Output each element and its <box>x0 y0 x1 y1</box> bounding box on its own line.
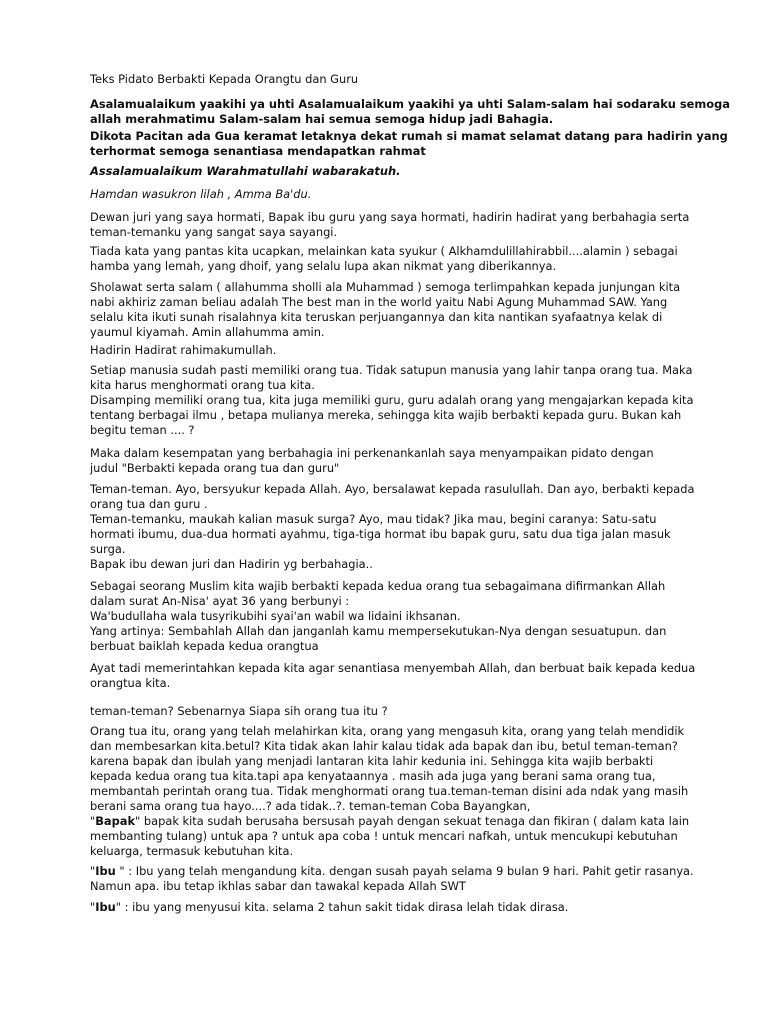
text-line: Orang tua itu, orang yang telah melahirkan kita, orang yang mengasuh kita, orang yang telah mendidik <box>90 724 685 738</box>
text-line: kita harus menghormati orang tua kita. <box>90 378 315 392</box>
ibu-menyusui-paragraph <box>90 900 690 915</box>
ibu-mengandung-paragraph <box>90 864 694 894</box>
text-line: Wa'budullaha wala tusyrikubihi syai'an wabil wa lidaini ikhsanan. <box>90 609 461 623</box>
greeting-paragraph <box>90 97 730 127</box>
text-line: nabi akhiriz zaman beliau adalah The best man in the world yaitu Nabi Agung Muhammad SAW. Yang <box>90 295 668 309</box>
open-quote: " <box>90 864 96 878</box>
siapa-paragraph: teman-teman? Sebenarnya Siapa sih orang tua itu ? <box>90 704 388 718</box>
bapak-ibu-paragraph: Bapak ibu dewan juri dan Hadirin yg berbahagia.. <box>90 557 373 571</box>
term-ibu: Ibu <box>95 900 116 914</box>
text-line: yaumul kiyamah. Amin allahumma amin. <box>90 325 325 339</box>
text-line: Sebagai seorang Muslim kita wajib berbakti kepada kedua orang tua sebagaimana difirmankan Allah <box>90 579 666 593</box>
text-line: karena bapak dan ibulah yang menjadi lantaran kita lahir kedunia ini. Sehingga kita wajib berbakti <box>90 754 654 768</box>
text-line: Tiada kata yang pantas kita ucapkan, melainkan kata syukur ( Alkhamdulillahirabbil....alamin ) sebagai <box>90 244 678 258</box>
text-line: dan membesarkan kita.betul? Kita tidak akan lahir kalau tidak ada bapak dan ibu, betul teman-teman? <box>90 739 678 753</box>
text-line: berbuat baiklah kepada kedua orangtua <box>90 639 319 653</box>
term-definition: " bapak kita sudah berusaha bersusah payah dengan sekuat tenaga dan fikiran ( dalam kata lain <box>135 814 690 828</box>
text-line: Ayat tadi memerintahkan kepada kita agar senantiasa menyembah Allah, dan berbuat baik kepada kedua <box>90 661 696 675</box>
text-line: Maka dalam kesempatan yang berbahagia ini perkenankanlah saya menyampaikan pidato dengan <box>90 446 654 460</box>
judul-paragraph <box>90 446 690 476</box>
sholawat-paragraph <box>90 280 690 340</box>
text-line: selalu kita ikuti sunah risalahnya kita teruskan perjuangannya dan kita nantikan syafaatnya kelak di <box>90 310 663 324</box>
text-line: Asalamualaikum yaakihi ya uhti Asalamualaikum yaakihi ya uhti Salam-salam hai sodaraku semoga <box>90 97 730 111</box>
term-ibu: Ibu <box>95 864 116 878</box>
text-line: berani sama orang tua hayo....? ada tidak..?. teman-teman Coba Bayangkan, <box>90 799 531 813</box>
text-line: judul "Berbakti kepada orang tua dan guru" <box>90 461 340 475</box>
hadirin-paragraph: Hadirin Hadirat rahimakumullah. <box>90 343 277 357</box>
open-quote: " <box>90 814 96 828</box>
text-line: teman-temanku yang sangat saya sayangi. <box>90 225 338 239</box>
text-line: hormati ibumu, dua-dua hormati ayahmu, tiga-tiga hormat ibu bapak guru, satu dua tiga jalan masuk <box>90 527 671 541</box>
text-line: kepada kedua orang tua kita.tapi apa kenyataannya . masih ada juga yang berani sama orang tua, <box>90 769 656 783</box>
text-line: Dikota Pacitan ada Gua keramat letaknya dekat rumah si mamat selamat datang para hadirin yang <box>90 129 728 143</box>
text-line: Namun apa. ibu tetap ikhlas sabar dan tawakal kepada Allah SWT <box>90 879 466 893</box>
text-line: Disamping memiliki orang tua, kita juga memiliki guru, guru adalah orang yang mengajarkan kepada kita <box>90 393 694 407</box>
text-line: membanting tulang) untuk apa ? untuk apa coba ! untuk mencari nafkah, untuk mencukupi kebutuhan <box>90 829 678 843</box>
text-line: orang tua dan guru . <box>90 497 208 511</box>
syukur-paragraph <box>90 244 690 274</box>
text-line: Sholawat serta salam ( allahumma sholli ala Muhammad ) semoga terlimpahkan kepada junjungan kita <box>90 280 681 294</box>
an-nisa-paragraph <box>90 579 690 654</box>
text-line: membantah perintah orang tua. Tidak menghormati orang tua.teman-teman disini ada ndak yang masih <box>90 784 689 798</box>
text-line: tentang berbagai ilmu , betapa mulianya mereka, sehingga kita wajib berbakti kepada guru. Bukan kah <box>90 408 682 422</box>
orang-tua-guru-paragraph <box>90 363 694 438</box>
document-title: Teks Pidato Berbakti Kepada Orangtu dan Guru <box>90 72 359 86</box>
text-line: Dewan juri yang saya hormati, Bapak ibu guru yang saya hormati, hadirin hadirat yang berbahagia serta <box>90 210 690 224</box>
text-line: Setiap manusia sudah pasti memiliki orang tua. Tidak satupun manusia yang lahir tanpa orang tua. Maka <box>90 363 693 377</box>
text-line <box>90 814 690 829</box>
term-bapak: Bapak <box>95 814 136 828</box>
text-line: Teman-teman. Ayo, bersyukur kepada Allah. Ayo, bersalawat kepada rasulullah. Dan ayo, berbakti kepada <box>90 482 695 496</box>
term-definition: " : Ibu yang telah mengandung kita. dengan susah payah selama 9 bulan 9 hari. Pahit getir rasanya. <box>115 864 694 878</box>
text-line <box>90 900 690 915</box>
teman-teman-paragraph <box>90 482 695 557</box>
dewan-juri-paragraph <box>90 210 690 240</box>
text-line: hamba yang lemah, yang dhoif, yang selalu lupa akan nikmat yang diberikannya. <box>90 259 557 273</box>
open-quote: " <box>90 900 96 914</box>
orang-tua-itu-paragraph <box>90 724 690 814</box>
text-line: surga. <box>90 542 126 556</box>
text-line: Yang artinya: Sembahlah Allah dan janganlah kamu mempersekutukan-Nya dengan sesuatupun. dan <box>90 624 667 638</box>
term-definition: " : ibu yang menyusui kita. selama 2 tahun sakit tidak dirasa lelah tidak dirasa. <box>115 900 569 914</box>
text-line: terhormat semoga senantiasa mendapatkan rahmat <box>90 144 426 158</box>
bapak-paragraph <box>90 814 690 859</box>
text-line: allah merahmatimu Salam-salam hai semua semoga hidup jadi Bahagia. <box>90 112 554 126</box>
salam-paragraph: Assalamualaikum Warahmatullahi wabarakatuh. <box>90 164 401 178</box>
pantun-paragraph <box>90 129 728 159</box>
text-line: Teman-temanku, maukah kalian masuk surga? Ayo, mau tidak? Jika mau, begini caranya: Satu-satu <box>90 512 657 526</box>
text-line: dalam surat An-Nisa' ayat 36 yang berbunyi : <box>90 594 350 608</box>
hamdan-paragraph: Hamdan wasukron lilah , Amma Ba'du. <box>90 187 312 201</box>
ayat-paragraph <box>90 661 696 691</box>
text-line: orangtua kita. <box>90 676 171 690</box>
text-line <box>90 864 694 879</box>
text-line: keluarga, termasuk kebutuhan kita. <box>90 844 294 858</box>
text-line: begitu teman .... ? <box>90 423 195 437</box>
